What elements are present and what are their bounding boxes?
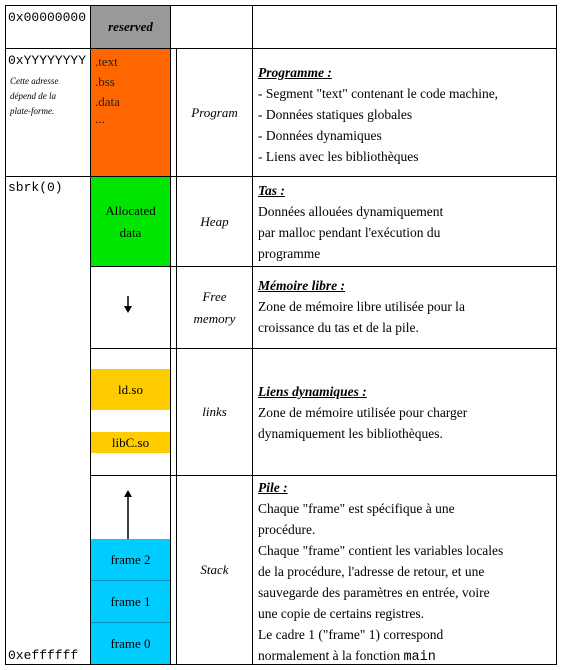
stack-line: de la procédure, l'adresse de retour, et une bbox=[258, 564, 485, 579]
program-line: - Données dynamiques bbox=[258, 128, 382, 143]
heap-block bbox=[91, 177, 170, 266]
free-arrow-down-icon bbox=[120, 296, 140, 314]
stack-line-last bbox=[258, 645, 554, 668]
stack-line: une copie de certains registres. bbox=[258, 606, 425, 621]
links-description bbox=[258, 381, 554, 444]
stack-line: Le cadre 1 ("frame" 1) correspond bbox=[258, 627, 444, 642]
heap-block-line: data bbox=[119, 224, 142, 240]
heap-label: Heap bbox=[200, 213, 229, 229]
address-sbrk: sbrk(0) bbox=[8, 180, 63, 195]
heap-line: programme bbox=[258, 246, 321, 261]
stack-line: Chaque "frame" est spécifique à une bbox=[258, 501, 455, 516]
address-note-line: Cette adresse bbox=[10, 76, 59, 86]
free-description bbox=[258, 275, 554, 338]
stack-arrow-up-icon bbox=[120, 489, 140, 539]
free-line: Zone de mémoire libre utilisée pour la bbox=[258, 299, 465, 314]
stack-title: Pile : bbox=[258, 480, 288, 495]
row-line-program bbox=[5, 48, 557, 49]
links-line: Zone de mémoire utilisée pour charger bbox=[258, 405, 468, 420]
row-line-top bbox=[5, 5, 557, 6]
ld-so-block: ld.so bbox=[91, 369, 170, 410]
row-line-links bbox=[90, 348, 557, 349]
row-line-heap bbox=[5, 176, 557, 177]
libc-so-block: libC.so bbox=[91, 432, 170, 453]
address-note bbox=[10, 74, 58, 119]
col-line-left bbox=[5, 5, 6, 665]
stack-label: Stack bbox=[200, 562, 229, 577]
stack-frame: frame 2 bbox=[91, 539, 170, 581]
heap-line: par malloc pendant l'exécution du bbox=[258, 225, 441, 240]
col-line-label bbox=[252, 5, 253, 665]
links-line: dynamiquement les bibliothèques. bbox=[258, 426, 443, 441]
reserved-label: reserved bbox=[108, 19, 153, 34]
program-title: Programme : bbox=[258, 65, 332, 80]
address-program: 0xYYYYYYYY bbox=[8, 53, 87, 68]
address-note-line: plate-forme. bbox=[10, 106, 55, 116]
program-segment: .bss bbox=[95, 74, 115, 89]
row-line-free bbox=[90, 266, 557, 267]
col-line-right bbox=[556, 5, 557, 665]
address-note-line: dépend de la bbox=[10, 91, 56, 101]
col-line-block bbox=[170, 5, 171, 665]
main-function-code: main bbox=[403, 650, 436, 665]
address-start: 0x00000000 bbox=[8, 10, 87, 25]
heap-block-line: Allocated bbox=[105, 202, 156, 218]
free-title: Mémoire libre : bbox=[258, 278, 345, 293]
program-block bbox=[91, 49, 170, 176]
heap-title: Tas : bbox=[258, 183, 285, 198]
address-end: 0xeffffff bbox=[8, 648, 79, 663]
free-label-line: Free bbox=[202, 288, 227, 304]
row-line-stack bbox=[90, 475, 557, 476]
reserved-block bbox=[91, 6, 170, 48]
free-label-line: memory bbox=[193, 310, 236, 326]
stack-line: sauvegarde des paramètres en entrée, voire bbox=[258, 585, 490, 600]
heap-description bbox=[258, 180, 554, 264]
program-line: - Données statiques globales bbox=[258, 107, 413, 122]
program-line: - Segment "text" contenant le code machine, bbox=[258, 86, 499, 101]
stack-line-last-text: normalement à la fonction bbox=[258, 648, 404, 663]
links-title: Liens dynamiques : bbox=[258, 384, 367, 399]
stack-frame: frame 0 bbox=[91, 623, 170, 664]
program-segment: ... bbox=[95, 111, 105, 126]
links-label: links bbox=[202, 404, 227, 419]
stack-line: Chaque "frame" contient les variables locales bbox=[258, 543, 504, 558]
program-label: Program bbox=[191, 104, 238, 120]
stack-line: procédure. bbox=[258, 522, 316, 537]
heap-line: Données allouées dynamiquement bbox=[258, 204, 444, 219]
stack-description bbox=[258, 477, 554, 668]
program-description bbox=[258, 62, 554, 167]
program-line: - Liens avec les bibliothèques bbox=[258, 149, 419, 164]
program-segment: .data bbox=[95, 94, 120, 109]
free-line: croissance du tas et de la pile. bbox=[258, 320, 419, 335]
free-label bbox=[177, 267, 252, 348]
program-segment: .text bbox=[95, 54, 118, 69]
stack-frame: frame 1 bbox=[91, 581, 170, 623]
